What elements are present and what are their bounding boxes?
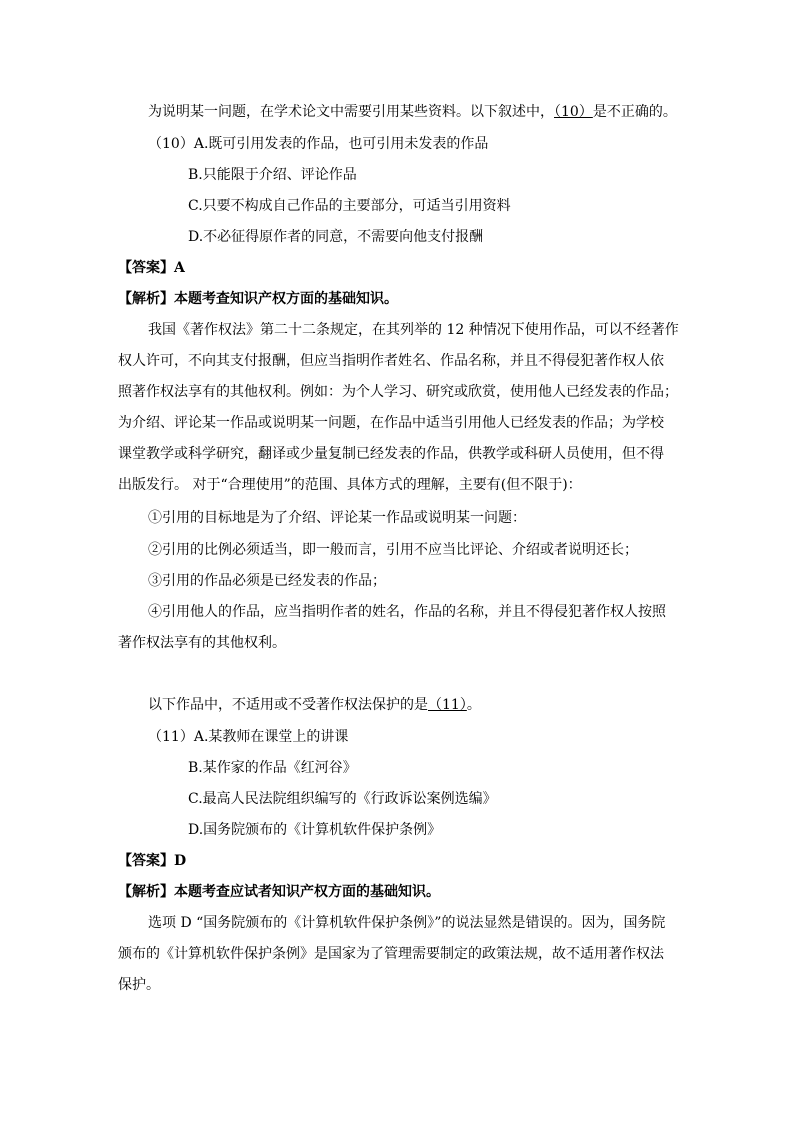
q10-number: （10）: [148, 136, 194, 152]
q11-answer: [118, 851, 186, 871]
q11-blank: （11）: [428, 697, 467, 713]
q11-body-line: 颁布的《计算机软件保护条例》是国家为了管理需要制定的政策法规，故不适用著作权法: [118, 946, 664, 962]
q10-point-1: ①引用的目标地是为了介绍、评论某一作品或说明某一问题：: [148, 510, 526, 526]
q10-point-3: ③引用的作品必须是已经发表的作品；: [148, 573, 386, 589]
q11-option-d: D.国务院颁布的《计算机软件保护条例》: [188, 822, 442, 838]
q10-body-line: 照著作权法享有的其他权利。例如：为个人学习、研究或欣赏，使用他人已经发表的作品；: [118, 384, 678, 400]
q11-body-line: 选项 D “国务院颁布的《计算机软件保护条例》”的说法显然是错误的。因为，国务院: [148, 915, 666, 931]
q10-stem-text: 为说明某一问题，在学术论文中需要引用某些资料。以下叙述中，: [148, 104, 554, 120]
q11-option-a-text: A.某教师在课堂上的讲课: [193, 729, 349, 745]
q11-option-a: [148, 727, 348, 747]
q10-point-4: ④引用他人的作品，应当指明作者的姓名，作品的名称，并且不得侵犯著作权人按照: [148, 604, 666, 620]
q10-analysis-label: 【解析】: [118, 291, 174, 307]
q11-answer-value: D: [174, 853, 187, 869]
q11-stem-text: 以下作品中，不适用或不受著作权法保护的是: [148, 697, 428, 713]
q11-option-c: C.最高人民法院组织编写的《行政诉讼案例选编》: [188, 791, 497, 807]
q10-body-line: 为介绍、评论某一作品或说明某一问题，在作品中适当引用他人已经发表的作品；为学校: [118, 415, 664, 431]
q11-stem-end: 。: [466, 697, 481, 713]
q10-option-b: B.只能限于介绍、评论作品: [188, 167, 357, 183]
q11-body-line: 保护。: [118, 977, 160, 993]
q10-answer-value: A: [174, 260, 185, 276]
q10-option-d: D.不必征得原作者的同意，不需要向他支付报酬: [188, 229, 484, 245]
q11-analysis-label: 【解析】: [118, 884, 174, 900]
q10-blank: （10）: [554, 104, 593, 120]
q11-analysis-title: 本题考查应试者知识产权方面的基础知识。: [174, 884, 440, 900]
q10-analysis-title: 本题考查知识产权方面的基础知识。: [174, 291, 398, 307]
q11-analysis-heading: [118, 882, 440, 902]
q10-analysis-heading: [118, 289, 398, 309]
q10-point-4-cont: 著作权法享有的其他权利。: [118, 635, 286, 651]
q10-stem: [148, 102, 677, 122]
q10-answer: [118, 258, 185, 278]
q11-option-b: B.某作家的作品《红河谷》: [188, 760, 357, 776]
q11-number: （11）: [148, 729, 194, 745]
q10-option-c: C.只要不构成自己作品的主要部分，可适当引用资料: [188, 198, 511, 214]
q10-answer-label: 【答案】: [118, 260, 174, 276]
q11-stem: [148, 695, 481, 715]
q11-answer-label: 【答案】: [118, 853, 174, 869]
q10-body-line: 我国《著作权法》第二十二条规定，在其列举的 12 种情况下使用作品，可以不经著作: [148, 322, 679, 338]
q10-stem-end: 是不正确的。: [592, 104, 677, 120]
q10-body-line: 课堂教学或科学研究，翻译或少量复制已经发表的作品，供教学或科研人员使用，但不得: [118, 446, 664, 462]
q10-point-2: ②引用的比例必须适当，即一般而言，引用不应当比评论、介绍或者说明还长；: [148, 542, 638, 558]
q10-body-line: 权人许可，不向其支付报酬，但应当指明作者姓名、作品名称，并且不得侵犯著作权人依: [118, 353, 664, 369]
q10-option-a: [148, 134, 488, 154]
q10-option-a-text: A.既可引用发表的作品，也可引用未发表的作品: [193, 136, 489, 152]
q10-body-line: 出版发行。 对于“合理使用”的范围、具体方式的理解，主要有(但不限于)：: [118, 477, 582, 493]
